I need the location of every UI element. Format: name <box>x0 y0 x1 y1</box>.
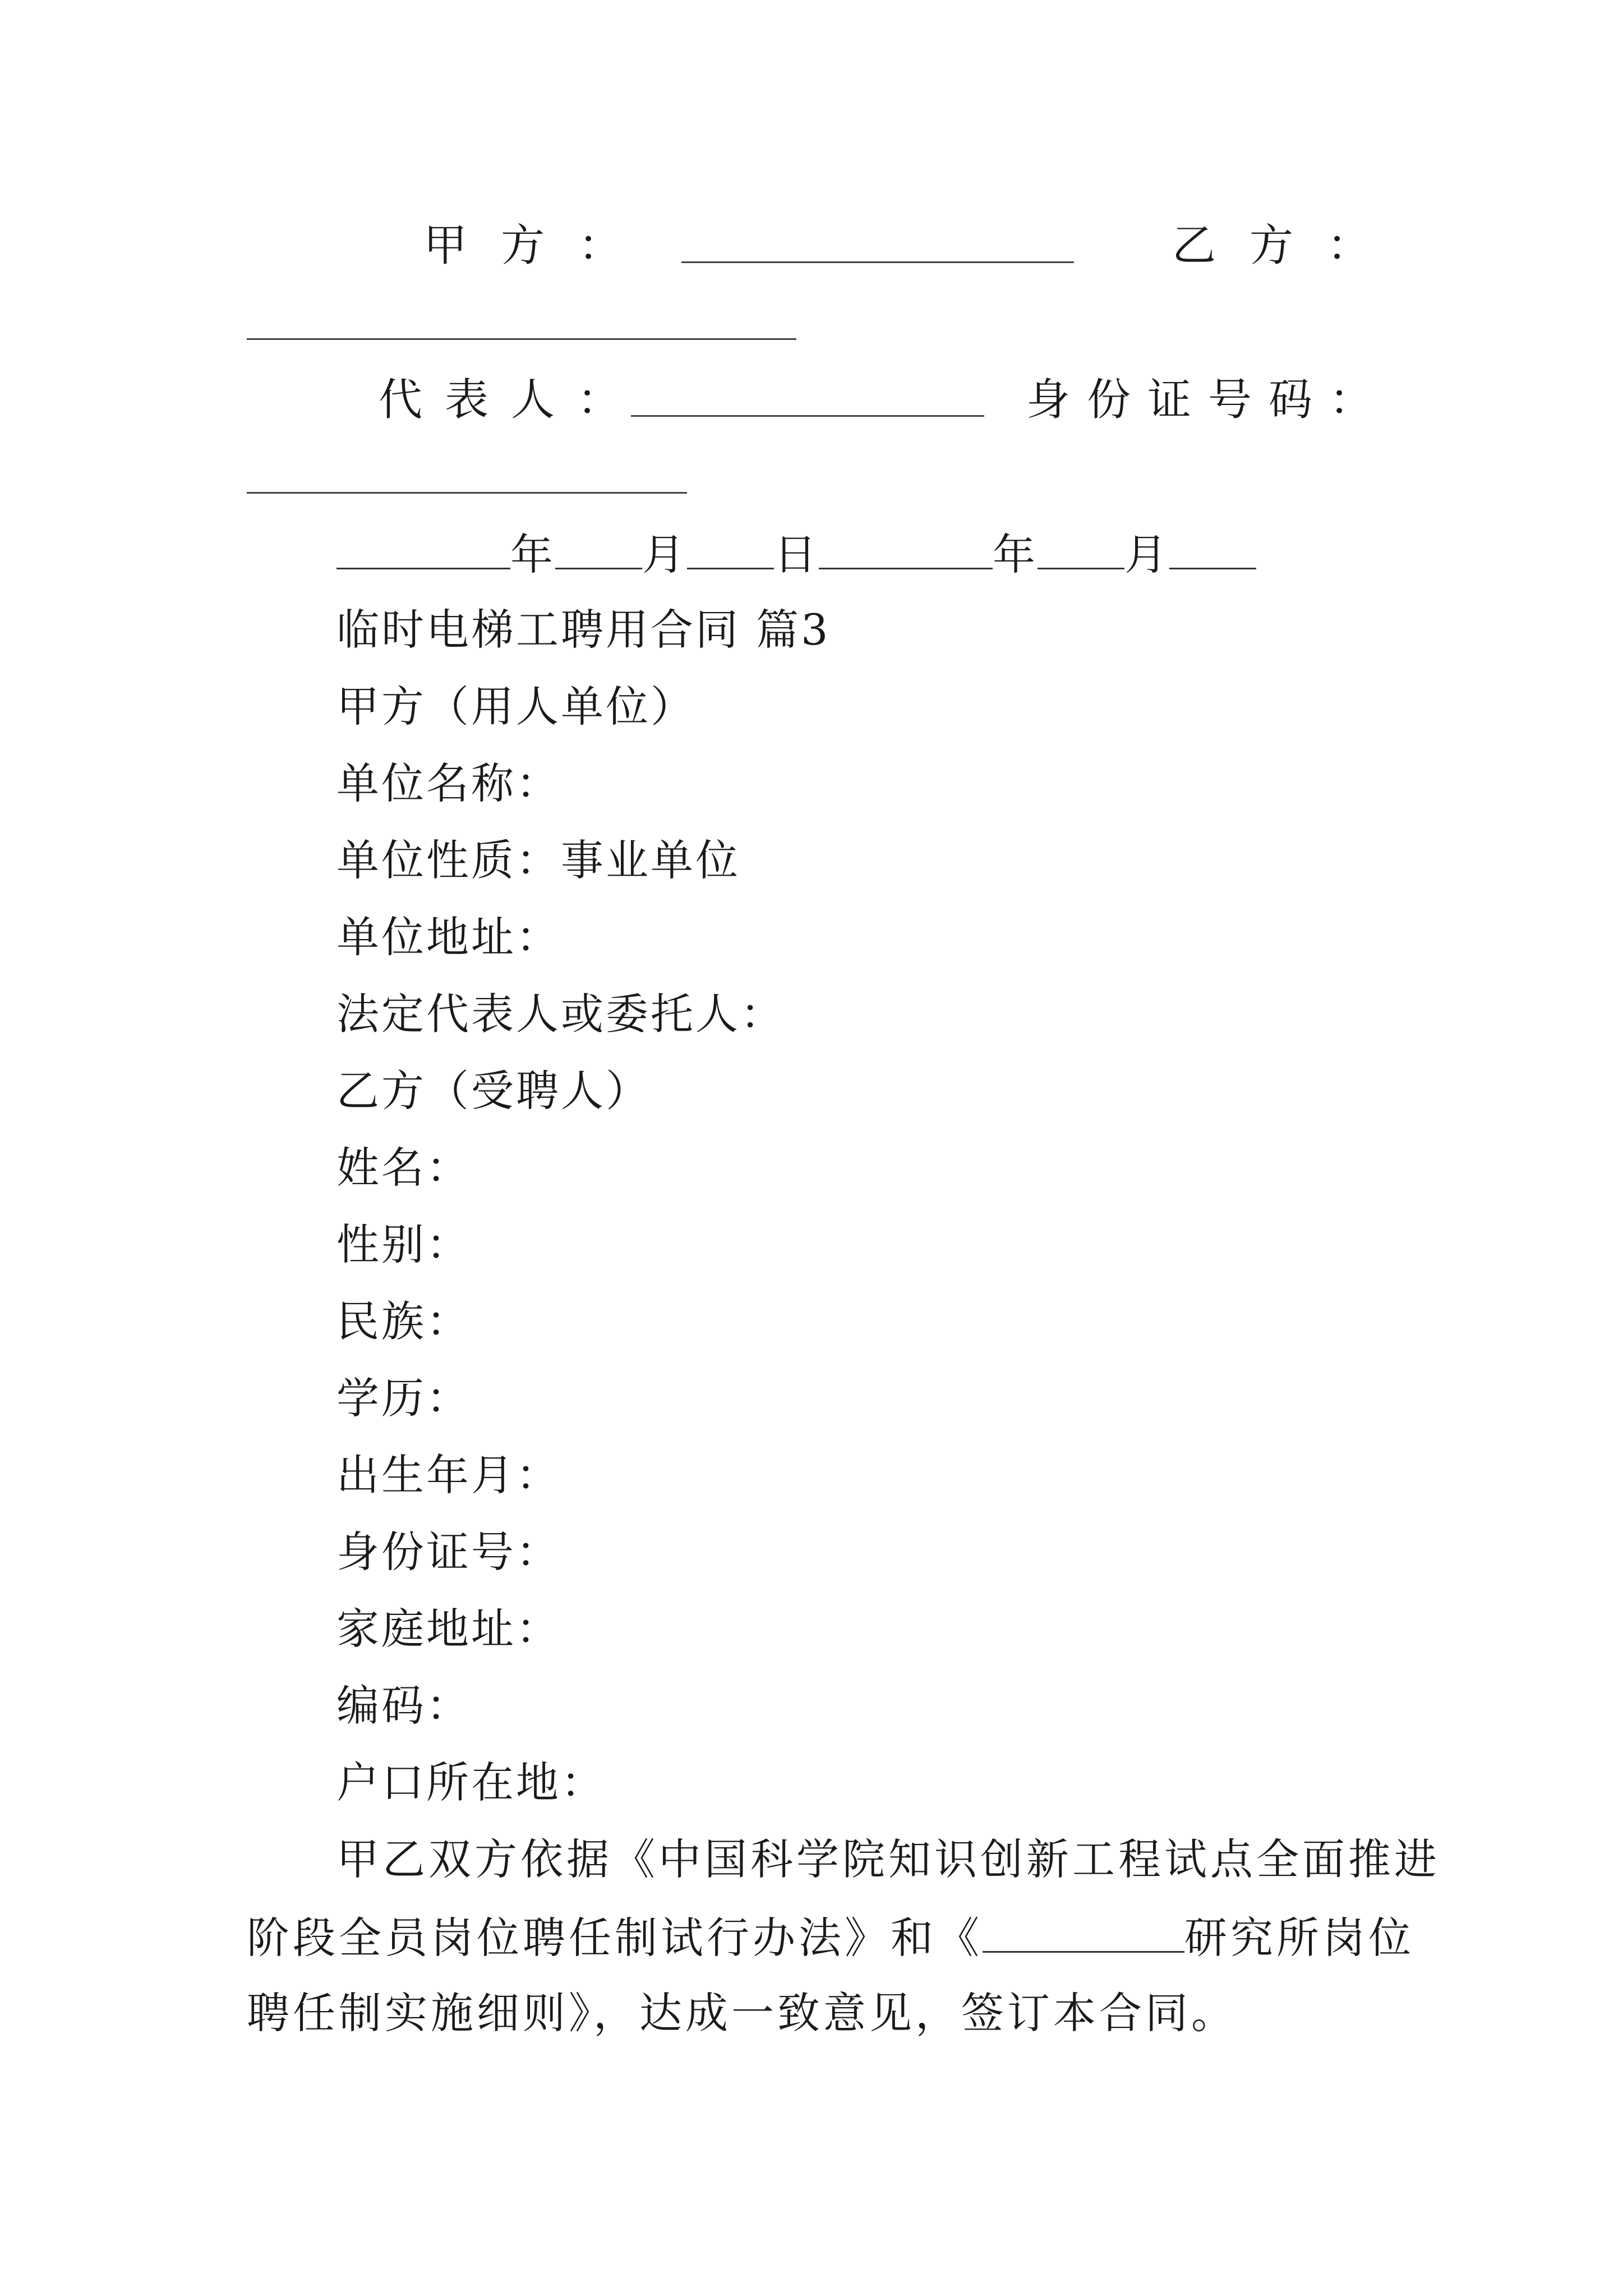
field-gender: 性别： <box>336 1220 471 1269</box>
representative-label: 代表人： <box>379 375 644 425</box>
party-b-heading: 乙方（受聘人） <box>336 1066 651 1116</box>
body-line-2-start: 阶段全员岗位聘任制试行办法》和《 <box>247 1913 983 1963</box>
party-b-label: 乙方： <box>1172 220 1405 271</box>
body-line-2-end: 研究所岗位 <box>1184 1913 1414 1963</box>
field-unit-name: 单位名称： <box>336 758 561 808</box>
institute-name-blank <box>983 1910 1184 1953</box>
field-home-address: 家庭地址： <box>336 1604 561 1654</box>
field-unit-type: 单位性质：事业单位 <box>336 835 740 885</box>
field-birth-date: 出生年月： <box>336 1450 561 1500</box>
field-legal-representative: 法定代表人或委托人： <box>336 989 785 1039</box>
field-id-number: 身份证号： <box>336 1527 561 1577</box>
field-unit-address: 单位地址： <box>336 912 561 962</box>
id-number-blank <box>247 492 687 494</box>
day-2-blank <box>1169 526 1256 569</box>
field-postal-code: 编码： <box>336 1681 471 1731</box>
year-2-blank <box>819 526 993 569</box>
party-a-label: 甲方： <box>423 220 656 271</box>
body-line-1: 甲乙双方依据《中国科学院知识创新工程试点全面推进 <box>336 1834 1440 1884</box>
party-b-blank <box>247 338 796 340</box>
representative-blank <box>631 415 984 417</box>
year-1-label: 年 <box>510 530 555 579</box>
party-a-heading: 甲方（用人单位） <box>336 682 695 731</box>
month-2-blank <box>1038 526 1124 569</box>
body-line-3: 聘任制实施细则》，达成一致意见，签订本合同。 <box>247 1988 1237 2038</box>
party-a-blank <box>681 261 1074 263</box>
id-number-label: 身份证号码： <box>1026 375 1390 425</box>
contract-title: 临时电梯工聘用合同 篇3 <box>336 605 831 655</box>
day-1-blank <box>687 526 774 569</box>
day-1-label: 日 <box>774 530 819 579</box>
month-1-blank <box>555 526 642 569</box>
body-line-2 <box>247 1910 1414 1965</box>
field-ethnicity: 民族： <box>336 1296 471 1346</box>
month-1-label: 月 <box>642 530 687 579</box>
field-household-registration: 户口所在地： <box>336 1757 606 1807</box>
field-name: 姓名： <box>336 1143 471 1193</box>
year-1-blank <box>336 526 510 569</box>
field-education: 学历： <box>336 1373 471 1423</box>
year-2-label: 年 <box>993 530 1038 579</box>
date-line <box>336 526 1256 582</box>
month-2-label: 月 <box>1124 530 1169 579</box>
